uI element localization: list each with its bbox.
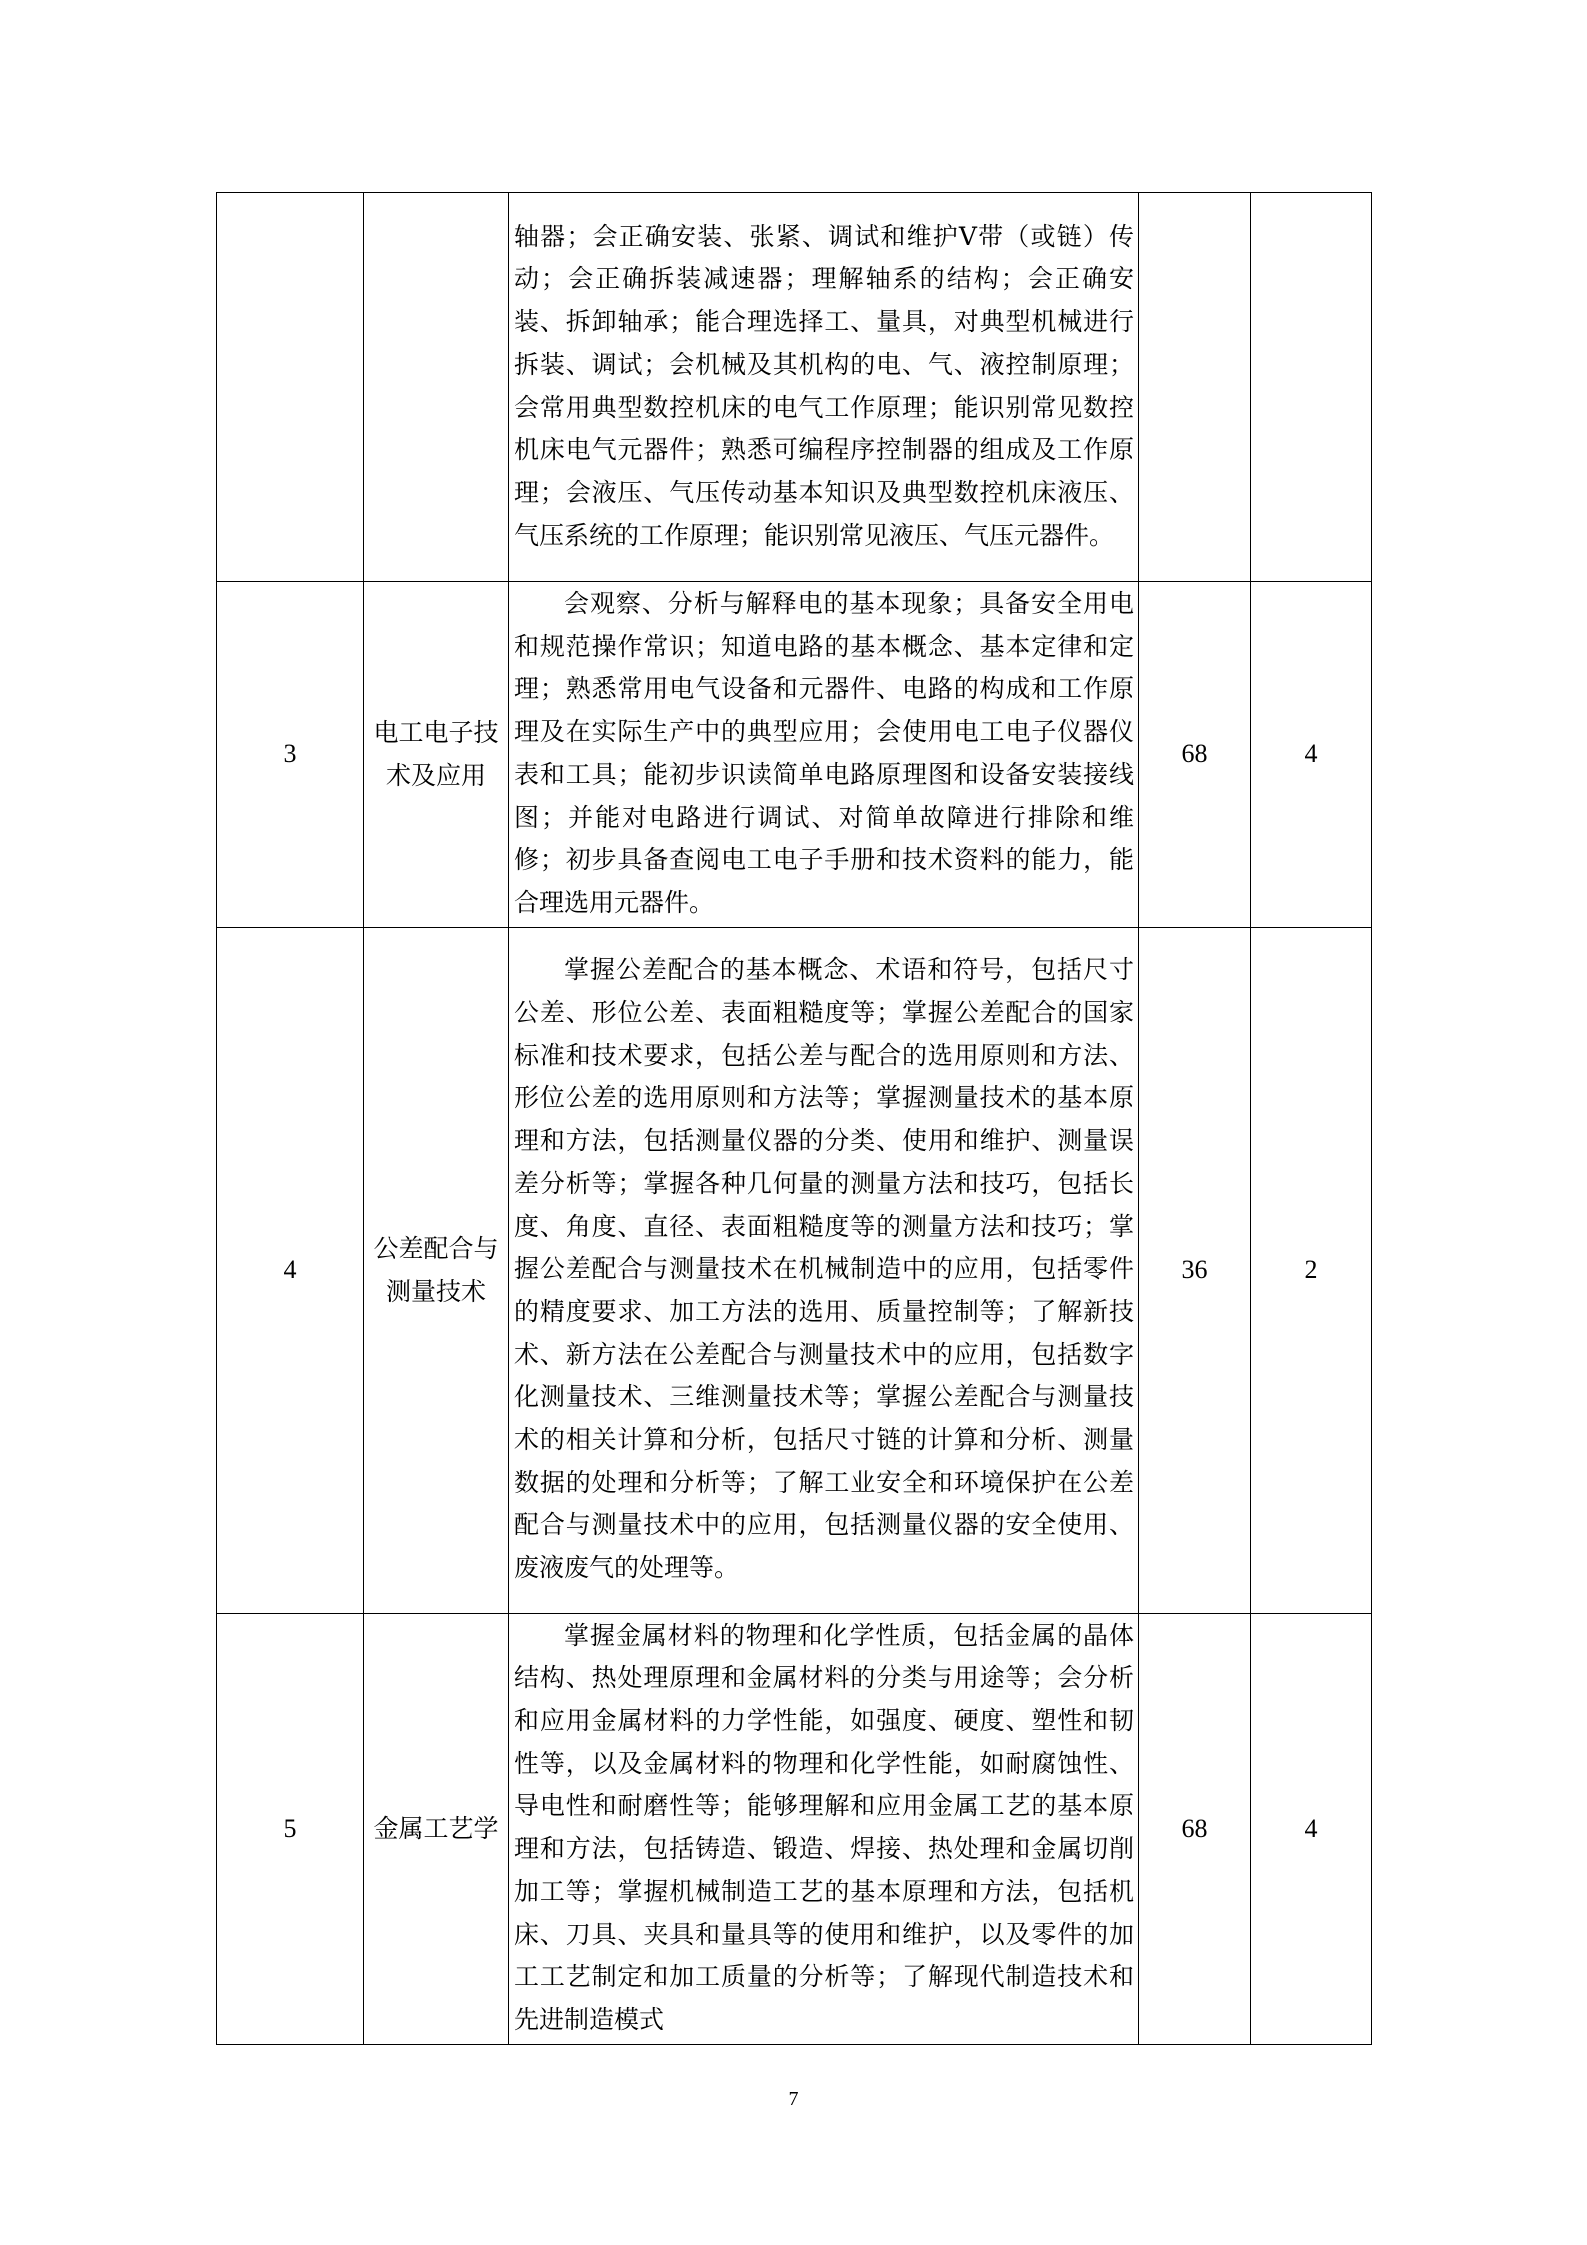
course-name-cell: 电工电子技术及应用 <box>364 582 509 928</box>
course-number-cell <box>217 193 364 582</box>
course-description-text: 掌握金属材料的物理和化学性质，包括金属的晶体结构、热处理原理和金属材料的分类与用途等；会分析和应用金属材料的力学性能，如强度、硬度、塑性和韧性等，以及金属材料的物理和化学性能，如耐腐蚀性、导电性和耐磨性等；能够理解和应用金属工艺的基本原理和方法，包括铸造、锻造、焊接、热处理和金属切削加工等；掌握机械制造工艺的基本原理和方法，包括机床、刀具、夹具和量具等的使用和维护，以及零件的加工工艺制定和加工质量的分析等；了解现代制造技术和先进制造模式 <box>514 1620 1134 2034</box>
course-name-cell: 公差配合与测量技术 <box>364 927 509 1613</box>
course-hours-cell: 68 <box>1139 582 1251 928</box>
course-description-text: 掌握公差配合的基本概念、术语和符号，包括尺寸公差、形位公差、表面粗糙度等；掌握公差配合的国家标准和技术要求，包括公差与配合的选用原则和方法、形位公差的选用原则和方法等；掌握测量技术的基本原理和方法，包括测量仪器的分类、使用和维护、测量误差分析等；掌握各种几何量的测量方法和技巧，包括长度、角度、直径、表面粗糙度等的测量方法和技巧；掌握公差配合与测量技术在机械制造中的应用，包括零件的精度要求、加工方法的选用、质量控制等；了解新技术、新方法在公差配合与测量技术中的应用，包括数字化测量技术、三维测量技术等；掌握公差配合与测量技术的相关计算和分析，包括尺寸链的计算和分析、测量数据的处理和分析等；了解工业安全和环境保护在公差配合与测量技术中的应用，包括测量仪器的安全使用、废液废气的处理等。 <box>514 955 1134 1583</box>
course-name-cell <box>364 193 509 582</box>
course-table <box>216 192 1372 2045</box>
course-credits-cell <box>1251 193 1372 582</box>
table-row <box>217 582 1372 928</box>
table-row <box>217 1613 1372 2044</box>
course-number-cell: 3 <box>217 582 364 928</box>
course-credits-cell: 4 <box>1251 582 1372 928</box>
course-description-text: 轴器；会正确安装、张紧、调试和维护V带（或链）传动；会正确拆装减速器；理解轴系的结构；会正确安装、拆卸轴承；能合理选择工、量具，对典型机械进行拆装、调试；会机械及其机构的电、气、液控制原理；会常用典型数控机床的电气工作原理；能识别常见数控机床电气元器件；熟悉可编程序控制器的组成及工作原理；会液压、气压传动基本知识及典型数控机床液压、气压系统的工作原理；能识别常见液压、气压元器件。 <box>514 221 1134 550</box>
course-description-cell <box>509 927 1139 1613</box>
course-hours-cell <box>1139 193 1251 582</box>
course-hours-cell: 36 <box>1139 927 1251 1613</box>
course-number-cell: 4 <box>217 927 364 1613</box>
course-number-cell: 5 <box>217 1613 364 2044</box>
course-description-cell <box>509 193 1139 582</box>
table-row <box>217 927 1372 1613</box>
course-credits-cell: 4 <box>1251 1613 1372 2044</box>
page-number: 7 <box>788 2088 799 2110</box>
course-description-text: 会观察、分析与解释电的基本现象；具备安全用电和规范操作常识；知道电路的基本概念、基本定律和定理；熟悉常用电气设备和元器件、电路的构成和工作原理及在实际生产中的典型应用；会使用电工电子仪器仪表和工具；能初步识读简单电路原理图和设备安装接线图；并能对电路进行调试、对简单故障进行排除和维修；初步具备查阅电工电子手册和技术资料的能力，能合理选用元器件。 <box>514 589 1134 917</box>
table-row <box>217 193 1372 582</box>
course-hours-cell: 68 <box>1139 1613 1251 2044</box>
course-description-cell <box>509 582 1139 928</box>
course-name-cell: 金属工艺学 <box>364 1613 509 2044</box>
course-description-cell <box>509 1613 1139 2044</box>
course-credits-cell: 2 <box>1251 927 1372 1613</box>
